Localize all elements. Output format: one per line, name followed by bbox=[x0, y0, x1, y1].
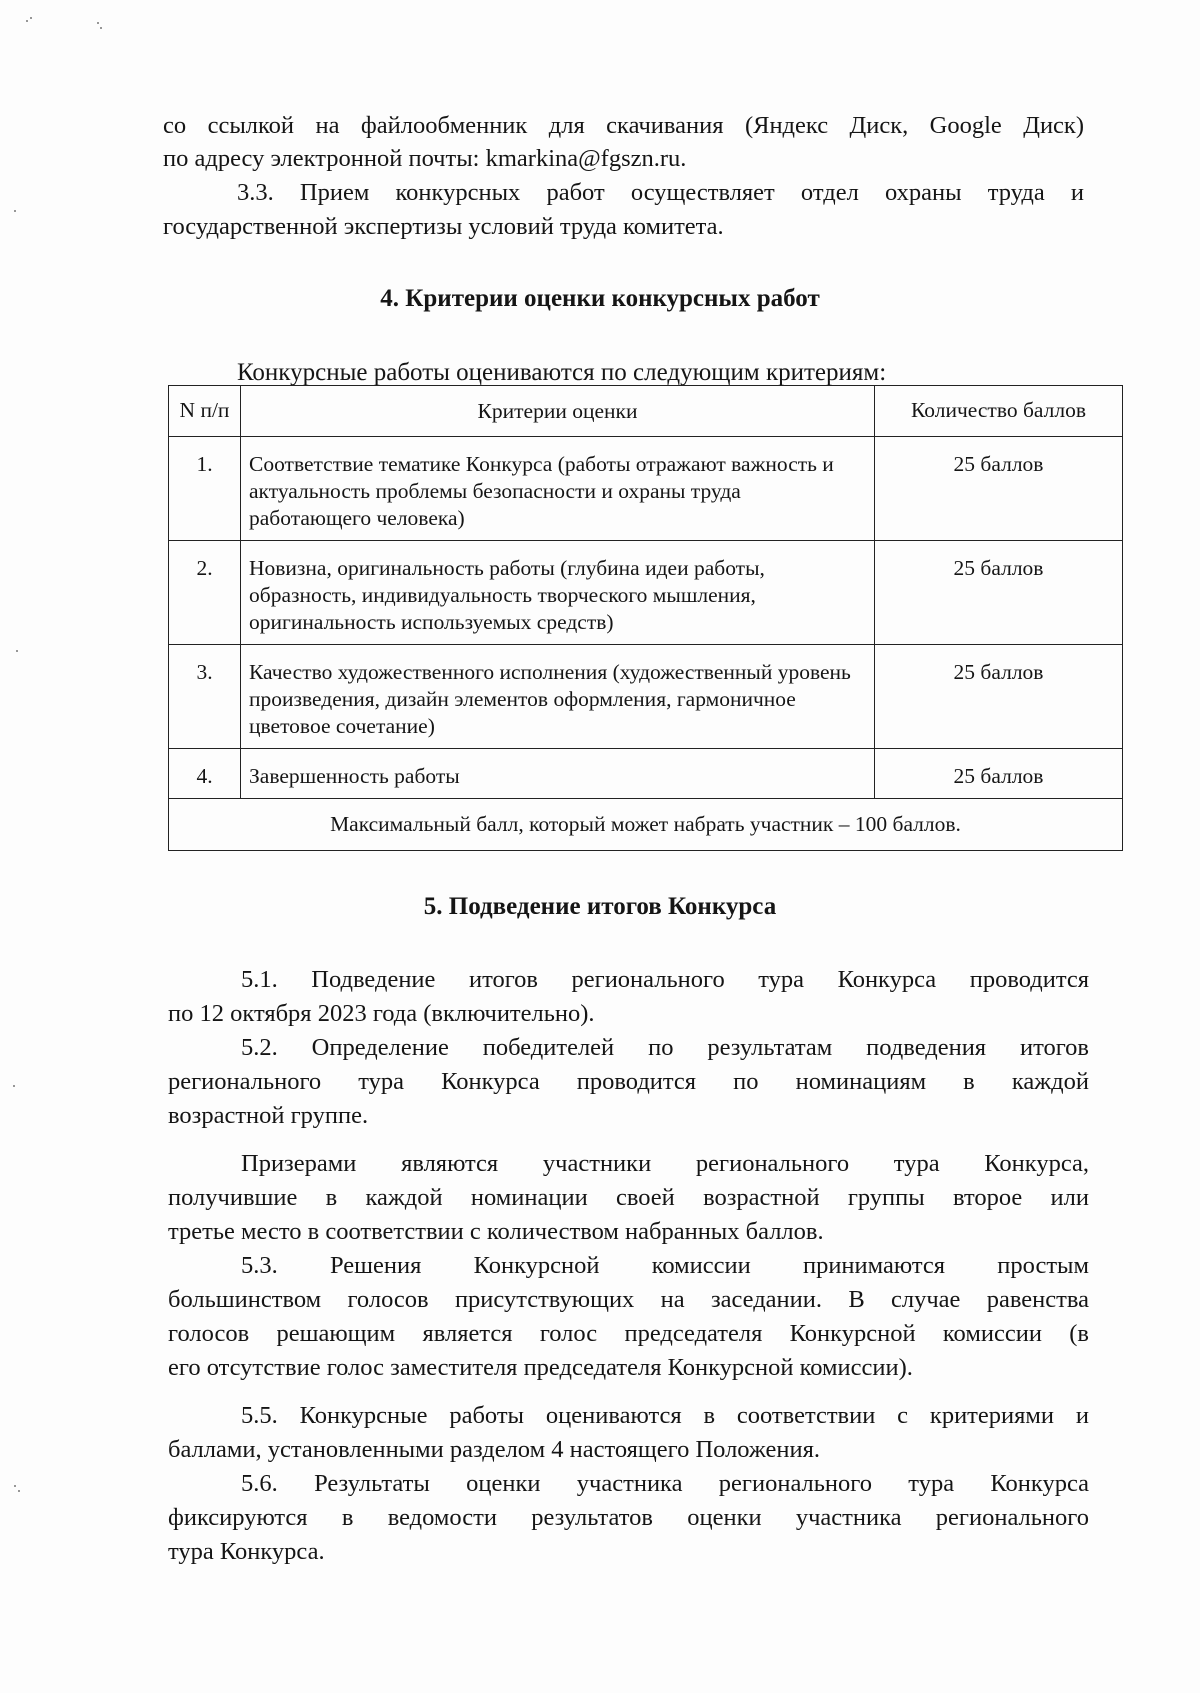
paragraph-5-3-line-3: голосов решающим является голос председателя Конкурсной комиссии (в bbox=[168, 1320, 1089, 1347]
paragraph-prizes-line-2: получившие в каждой номинации своей возрастной группы второе или bbox=[168, 1184, 1089, 1211]
header-points: Количество баллов bbox=[875, 386, 1123, 437]
section-4-heading: 4. Критерии оценки конкурсных работ bbox=[380, 285, 820, 312]
paragraph-5-6-line-3: тура Конкурса. bbox=[168, 1538, 325, 1565]
criteria-table bbox=[168, 385, 1123, 851]
row-num: 3. bbox=[169, 645, 241, 749]
paragraph-5-5-line-1: 5.5. Конкурсные работы оцениваются в соответствии с критериями и bbox=[241, 1402, 1089, 1429]
paragraph-5-5-line-2: баллами, установленными разделом 4 настоящего Положения. bbox=[168, 1436, 821, 1463]
table-row bbox=[169, 645, 1123, 749]
row-points: 25 баллов bbox=[875, 541, 1123, 645]
paragraph-5-3-line-1: 5.3. Решения Конкурсной комиссии принимаются простым bbox=[241, 1252, 1089, 1279]
row-num: 4. bbox=[169, 749, 241, 799]
row-criteria: Качество художественного исполнения (художественный уровень произведения, дизайн элементов оформления, гармоничное цветовое сочетание) bbox=[241, 645, 875, 749]
row-points: 25 баллов bbox=[875, 749, 1123, 799]
paragraph-5-6-line-2: фиксируются в ведомости результатов оценки участника регионального bbox=[168, 1504, 1089, 1531]
paragraph-5-1-line-1: 5.1. Подведение итогов регионального тура Конкурса проводится bbox=[241, 966, 1089, 993]
table-row bbox=[169, 749, 1123, 799]
table-header-row bbox=[169, 386, 1123, 437]
paragraph-3-3-line-1: 3.3. Прием конкурсных работ осуществляет отдел охраны труда и bbox=[237, 179, 1084, 206]
paragraph-5-2-line-1: 5.2. Определение победителей по результатам подведения итогов bbox=[241, 1034, 1089, 1061]
row-num: 1. bbox=[169, 437, 241, 541]
intro-line-1: со ссылкой на файлообменник для скачивания (Яндекс Диск, Google Диск) bbox=[163, 112, 1084, 139]
table-total-row bbox=[169, 799, 1123, 851]
paragraph-5-3-line-2: большинством голосов присутствующих на заседании. В случае равенства bbox=[168, 1286, 1089, 1313]
total-note: Максимальный балл, который может набрать участник – 100 баллов. bbox=[169, 799, 1123, 851]
row-num: 2. bbox=[169, 541, 241, 645]
paragraph-5-2-line-2: регионального тура Конкурса проводится по номинациям в каждой bbox=[168, 1068, 1089, 1095]
paragraph-prizes-line-3: третье место в соответствии с количеством набранных баллов. bbox=[168, 1218, 824, 1245]
paragraph-3-3-line-2: государственной экспертизы условий труда комитета. bbox=[163, 213, 724, 240]
paragraph-prizes-line-1: Призерами являются участники регионального тура Конкурса, bbox=[241, 1150, 1089, 1177]
intro-line-2: по адресу электронной почты: kmarkina@fgszn.ru. bbox=[163, 145, 687, 172]
section-5-heading: 5. Подведение итогов Конкурса bbox=[423, 893, 777, 920]
paragraph-5-6-line-1: 5.6. Результаты оценки участника регионального тура Конкурса bbox=[241, 1470, 1089, 1497]
header-criteria: Критерии оценки bbox=[241, 386, 875, 437]
row-criteria: Соответствие тематике Конкурса (работы отражают важность и актуальность проблемы безопасности и охраны труда работающего человека) bbox=[241, 437, 875, 541]
row-criteria: Новизна, оригинальность работы (глубина идеи работы, образность, индивидуальность творческого мышления, оригинальность используемых средств) bbox=[241, 541, 875, 645]
row-points: 25 баллов bbox=[875, 645, 1123, 749]
row-points: 25 баллов bbox=[875, 437, 1123, 541]
paragraph-5-2-line-3: возрастной группе. bbox=[168, 1102, 369, 1129]
paragraph-5-3-line-4: его отсутствие голос заместителя председателя Конкурсной комиссии). bbox=[168, 1354, 913, 1381]
header-num: N п/п bbox=[169, 386, 241, 437]
criteria-lead: Конкурсные работы оцениваются по следующим критериям: bbox=[237, 359, 887, 386]
table-row bbox=[169, 437, 1123, 541]
row-criteria: Завершенность работы bbox=[241, 749, 875, 799]
table-row bbox=[169, 541, 1123, 645]
paragraph-5-1-line-2: по 12 октября 2023 года (включительно). bbox=[168, 1000, 595, 1027]
